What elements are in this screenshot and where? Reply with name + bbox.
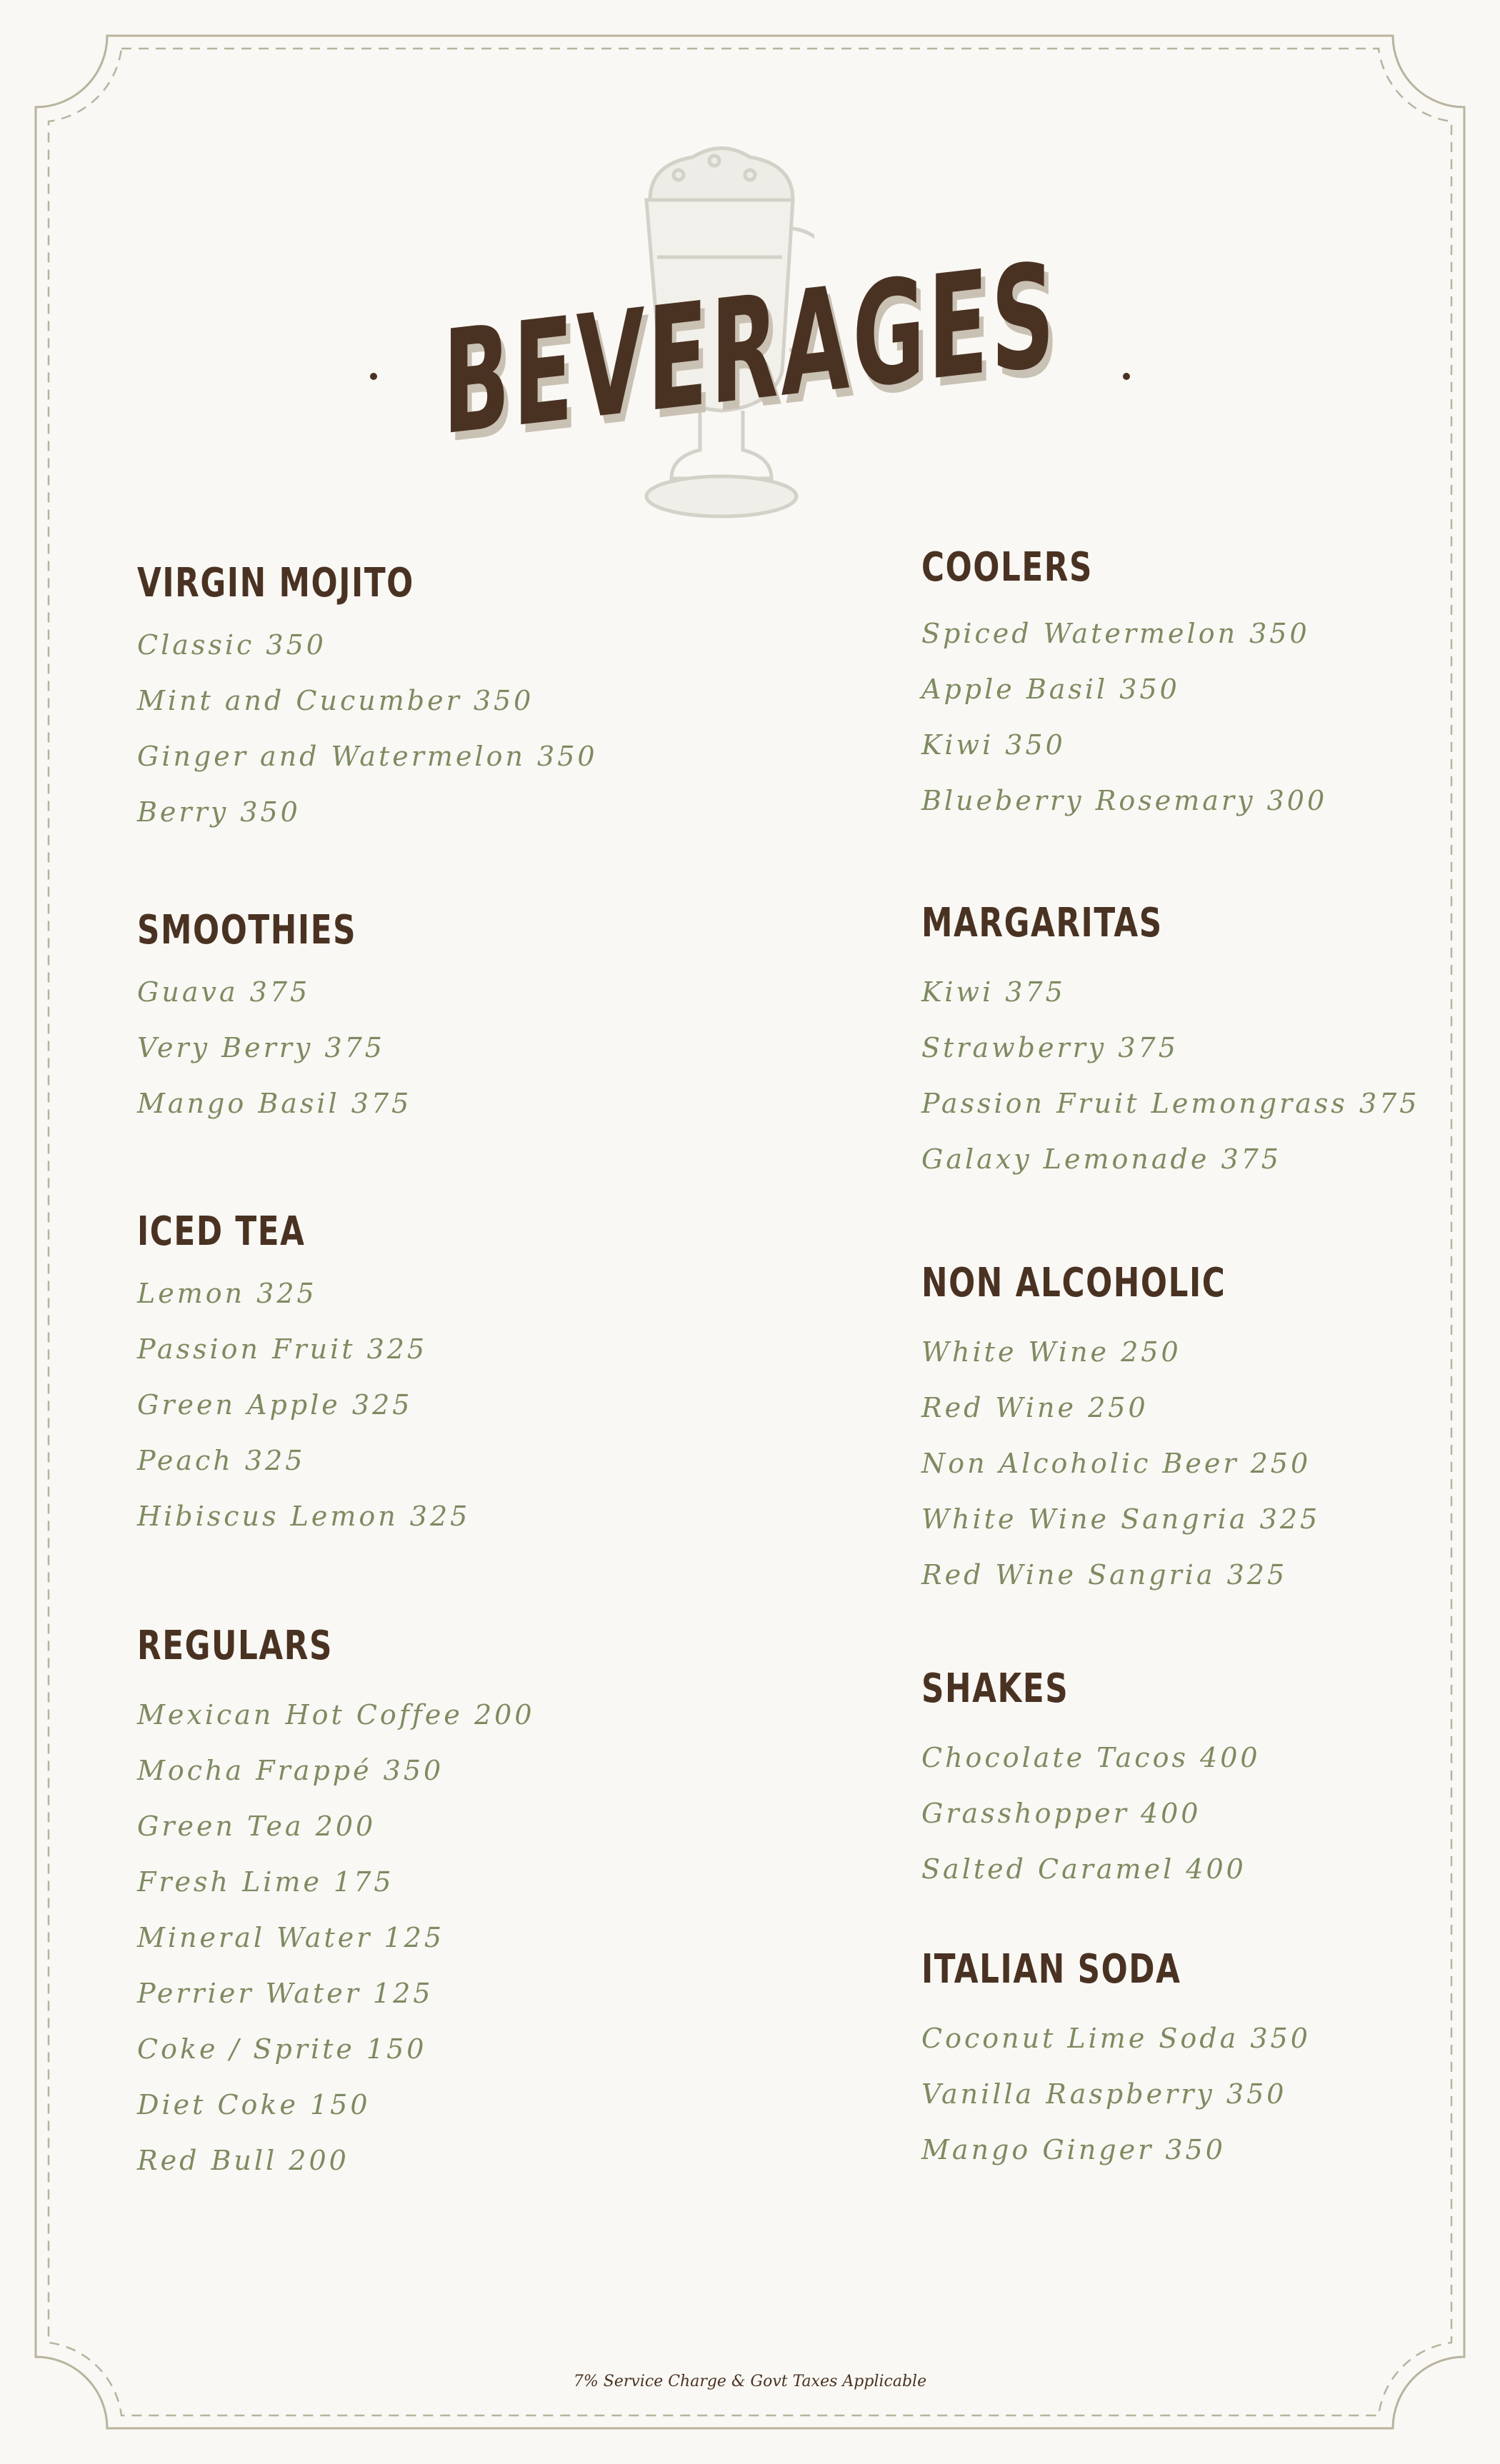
menu-item: Lemon 325 [137,1278,317,1309]
title-right-dot [1123,373,1130,380]
menu-item: Coconut Lime Soda 350 [921,2023,1311,2054]
menu-item: Chocolate Tacos 400 [921,1742,1261,1773]
section-italian-soda [921,1945,1311,2178]
footer-note: 7% Service Charge & Govt Taxes Applicable [573,2373,927,2390]
menu-item: Peach 325 [137,1445,306,1476]
menu-item: Diet Coke 150 [137,2089,371,2120]
menu-item: Vanilla Raspberry 350 [921,2078,1287,2110]
section-margaritas [921,898,1419,1187]
section-smoothies [137,906,419,1131]
menu-item: Mexican Hot Coffee 200 [137,1699,535,1731]
menu-item: Passion Fruit 325 [137,1333,428,1365]
menu-item: Hibiscus Lemon 325 [137,1501,471,1532]
menu-item: Berry 350 [137,796,301,828]
menu-item: Grasshopper 400 [921,1798,1201,1829]
menu-item: Red Bull 200 [137,2145,349,2176]
section-heading: ICED TEA [137,1208,306,1255]
menu-item: Kiwi 375 [921,976,1066,1008]
menu-item: Strawberry 375 [921,1032,1179,1063]
section-regulars [137,1621,535,2188]
menu-item: Mango Basil 375 [137,1088,412,1119]
menu-item: Spiced Watermelon 350 [921,618,1310,649]
section-heading: NON ALCOHOLIC [921,1260,1226,1306]
section-coolers [921,543,1327,828]
section-non-alcoholic [921,1258,1320,1603]
section-virgin-mojito [137,559,598,840]
menu-item: Mocha Frappé 350 [137,1755,444,1786]
menu-item: White Wine 250 [921,1336,1181,1368]
menu-item: Mineral Water 125 [137,1922,445,1953]
section-heading: SMOOTHIES [137,907,357,953]
section-heading: VIRGIN MOJITO [137,560,414,606]
menu-item: Perrier Water 125 [137,1978,434,2009]
section-shakes [921,1664,1261,1897]
menu-item: Non Alcoholic Beer 250 [921,1448,1311,1479]
menu-item: White Wine Sangria 325 [921,1503,1321,1535]
menu-item: Apple Basil 350 [921,673,1180,705]
menu-item: Very Berry 375 [137,1032,385,1063]
menu-title: BEVERAGES [442,231,1058,468]
menu-item: Guava 375 [137,976,311,1008]
menu-item: Red Wine Sangria 325 [921,1559,1288,1591]
menu-item: Green Tea 200 [137,1811,376,1842]
menu-item: Salted Caramel 400 [921,1853,1246,1885]
menu-item: Blueberry Rosemary 300 [921,785,1328,816]
menu-item: Mango Ginger 350 [921,2134,1226,2165]
menu-item: Classic 350 [137,629,326,661]
menu-item: Kiwi 350 [921,729,1066,761]
section-heading: REGULARS [137,1623,334,1669]
menu-item: Mint and Cucumber 350 [137,685,534,716]
section-heading: MARGARITAS [921,900,1163,946]
section-iced-tea [137,1207,470,1544]
section-heading: ITALIAN SODA [921,1946,1181,1993]
menu-item: Passion Fruit Lemongrass 375 [921,1088,1420,1119]
menu-item: Ginger and Watermelon 350 [137,741,598,772]
menu-item: Red Wine 250 [921,1392,1149,1423]
section-heading: COOLERS [921,544,1094,591]
menu-item: Coke / Sprite 150 [137,2033,427,2065]
menu-item: Galaxy Lemonade 375 [921,1143,1281,1175]
menu-item: Fresh Lime 175 [137,1866,394,1898]
menu-item: Green Apple 325 [137,1389,413,1421]
section-heading: SHAKES [921,1666,1069,1712]
